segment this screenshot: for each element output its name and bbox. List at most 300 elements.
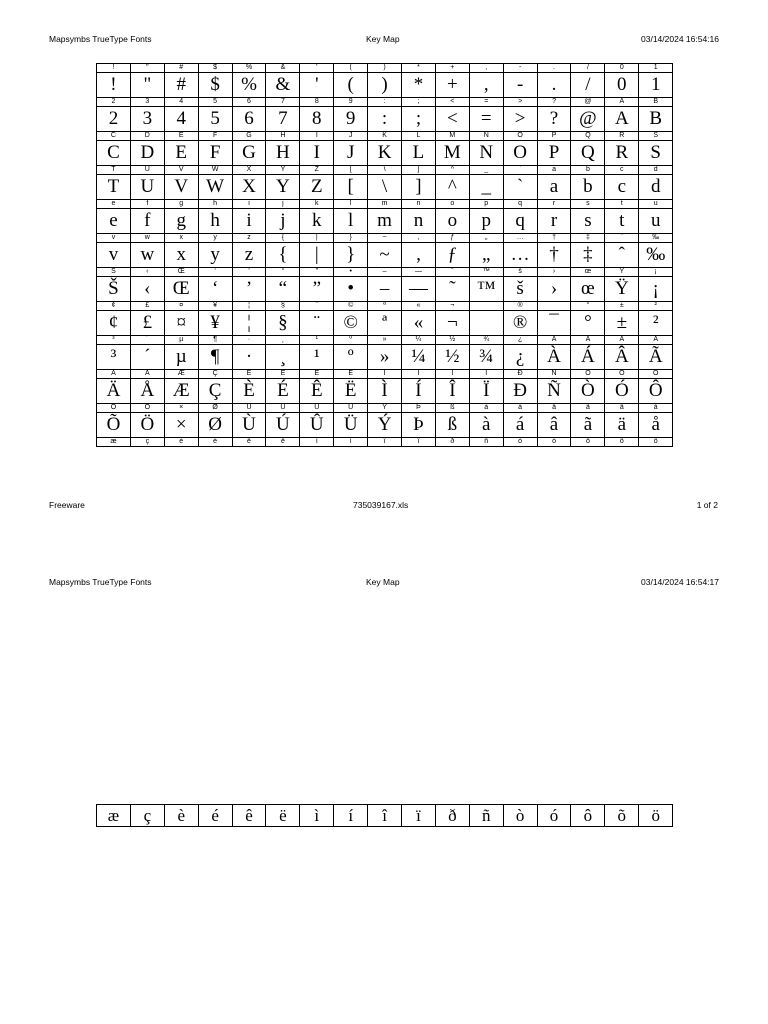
- glyph-cell: ]: [402, 175, 436, 200]
- glyph-cell: ": [130, 73, 164, 98]
- glyph-cell: ì: [300, 805, 334, 827]
- glyph-cell: c: [605, 175, 639, 200]
- glyph-cell: ?: [537, 107, 571, 132]
- glyph-cell: T: [97, 175, 131, 200]
- key-label-cell: 9: [334, 98, 368, 107]
- key-label-cell: b: [571, 166, 605, 175]
- key-label-cell: V: [164, 166, 198, 175]
- key-label-cell: Ð: [503, 370, 537, 379]
- key-label-cell: 0: [605, 64, 639, 73]
- key-label-cell: ®: [503, 302, 537, 311]
- glyph-cell: ¹: [300, 345, 334, 370]
- glyph-cell: À: [537, 345, 571, 370]
- key-label-cell: Â: [605, 336, 639, 345]
- key-label-cell: ¢: [97, 302, 131, 311]
- key-label-cell: Õ: [97, 404, 131, 413]
- glyph-cell: W: [198, 175, 232, 200]
- key-label-cell: 5: [198, 98, 232, 107]
- key-label-cell: ˆ: [605, 234, 639, 243]
- glyph-cell: Ñ: [537, 379, 571, 404]
- key-label-cell: `: [503, 166, 537, 175]
- key-label-cell: Ÿ: [605, 268, 639, 277]
- key-label-cell: ê: [232, 438, 266, 447]
- key-label-cell: Š: [97, 268, 131, 277]
- key-label-cell: _: [469, 166, 503, 175]
- key-label-cell: v: [97, 234, 131, 243]
- page1-footer-right: 1 of 2: [696, 500, 718, 510]
- key-label-cell: »: [368, 336, 402, 345]
- key-label-cell: k: [300, 200, 334, 209]
- key-label-cell: G: [232, 132, 266, 141]
- glyph-cell: ñ: [469, 805, 503, 827]
- glyph-cell: ‰: [639, 243, 673, 268]
- glyph-cell: d: [639, 175, 673, 200]
- key-label-cell: %: [232, 64, 266, 73]
- key-label-cell: Î: [435, 370, 469, 379]
- key-label-cell: †: [537, 234, 571, 243]
- glyph-cell: l: [334, 209, 368, 234]
- page1-footer-left: Freeware: [49, 500, 85, 510]
- key-label-cell: #: [164, 64, 198, 73]
- key-map-table: [96, 63, 673, 447]
- glyph-cell: v: [97, 243, 131, 268]
- glyph-cell: }: [334, 243, 368, 268]
- glyph-cell: Í: [402, 379, 436, 404]
- glyph-cell: `: [503, 175, 537, 200]
- label-row: [97, 302, 673, 311]
- key-label-cell: a: [537, 166, 571, 175]
- glyph-cell: Ù: [232, 413, 266, 438]
- glyph-row: [97, 379, 673, 404]
- key-label-cell: ¯: [537, 302, 571, 311]
- glyph-cell: ã: [571, 413, 605, 438]
- key-label-cell: Ã: [639, 336, 673, 345]
- key-label-cell: D: [130, 132, 164, 141]
- glyph-cell: ¼: [402, 345, 436, 370]
- key-label-cell: F: [198, 132, 232, 141]
- key-label-cell: —: [402, 268, 436, 277]
- glyph-cell: a: [537, 175, 571, 200]
- key-label-cell: Þ: [402, 404, 436, 413]
- glyph-cell: Ÿ: [605, 277, 639, 302]
- key-label-cell: º: [334, 336, 368, 345]
- glyph-cell: !: [97, 73, 131, 98]
- glyph-cell: V: [164, 175, 198, 200]
- glyph-cell: %: [232, 73, 266, 98]
- glyph-cell: ƒ: [435, 243, 469, 268]
- glyph-cell: Æ: [164, 379, 198, 404]
- glyph-cell: O: [503, 141, 537, 166]
- key-label-cell: ö: [639, 438, 673, 447]
- key-label-cell: ì: [300, 438, 334, 447]
- glyph-cell: „: [469, 243, 503, 268]
- glyph-cell: Ï: [469, 379, 503, 404]
- glyph-cell: â: [537, 413, 571, 438]
- glyph-cell: »: [368, 345, 402, 370]
- glyph-cell: ï: [402, 805, 436, 827]
- key-label-cell: Ï: [469, 370, 503, 379]
- key-label-cell: Ê: [300, 370, 334, 379]
- key-label-cell: ë: [266, 438, 300, 447]
- key-label-cell: ‘: [198, 268, 232, 277]
- key-label-cell: È: [232, 370, 266, 379]
- key-label-cell: ã: [571, 404, 605, 413]
- glyph-cell: Z: [300, 175, 334, 200]
- glyph-cell: ä: [605, 413, 639, 438]
- key-label-cell: æ: [97, 438, 131, 447]
- glyph-cell: S: [639, 141, 673, 166]
- key-label-cell: ›: [537, 268, 571, 277]
- glyph-cell: è: [164, 805, 198, 827]
- key-label-cell: n: [402, 200, 436, 209]
- glyph-cell: ‹: [130, 277, 164, 302]
- key-label-cell: ‡: [571, 234, 605, 243]
- glyph-cell: ò: [503, 805, 537, 827]
- glyph-cell: ½: [435, 345, 469, 370]
- key-label-cell: ): [368, 64, 402, 73]
- key-label-cell: :: [368, 98, 402, 107]
- glyph-cell: *: [402, 73, 436, 98]
- key-label-cell: ‹: [130, 268, 164, 277]
- glyph-cell: ™: [469, 277, 503, 302]
- label-row: [97, 98, 673, 107]
- key-label-cell: |: [300, 234, 334, 243]
- glyph-cell: á: [503, 413, 537, 438]
- key-label-cell: =: [469, 98, 503, 107]
- key-label-cell: m: [368, 200, 402, 209]
- glyph-cell: f: [130, 209, 164, 234]
- label-row: [97, 200, 673, 209]
- glyph-cell: ±: [605, 311, 639, 336]
- glyph-cell: X: [232, 175, 266, 200]
- key-label-cell: „: [469, 234, 503, 243]
- key-label-cell: ‚: [402, 234, 436, 243]
- glyph-cell: õ: [605, 805, 639, 827]
- key-label-cell: h: [198, 200, 232, 209]
- glyph-cell: •: [334, 277, 368, 302]
- glyph-row: [97, 311, 673, 336]
- glyph-row: [97, 107, 673, 132]
- glyph-cell: o: [435, 209, 469, 234]
- glyph-cell: ‚: [402, 243, 436, 268]
- key-label-cell: c: [605, 166, 639, 175]
- glyph-cell: U: [130, 175, 164, 200]
- key-label-cell: y: [198, 234, 232, 243]
- glyph-cell: [469, 311, 503, 336]
- key-label-cell: j: [266, 200, 300, 209]
- glyph-cell: m: [368, 209, 402, 234]
- key-label-cell: ¾: [469, 336, 503, 345]
- glyph-cell: 9: [334, 107, 368, 132]
- glyph-cell: Þ: [402, 413, 436, 438]
- key-map-table-continued: [96, 804, 673, 827]
- glyph-cell: @: [571, 107, 605, 132]
- glyph-cell: K: [368, 141, 402, 166]
- key-label-cell: Ù: [232, 404, 266, 413]
- glyph-cell: &: [266, 73, 300, 98]
- glyph-cell: ¡: [639, 277, 673, 302]
- glyph-cell: Ó: [605, 379, 639, 404]
- key-label-cell: L: [402, 132, 436, 141]
- key-label-cell: ç: [130, 438, 164, 447]
- glyph-cell: ): [368, 73, 402, 98]
- key-label-cell: w: [130, 234, 164, 243]
- key-label-cell: â: [537, 404, 571, 413]
- key-label-cell: [469, 302, 503, 311]
- glyph-cell: ˜: [435, 277, 469, 302]
- glyph-cell: B: [639, 107, 673, 132]
- key-label-cell: µ: [164, 336, 198, 345]
- key-label-cell: B: [639, 98, 673, 107]
- glyph-cell: ª: [368, 311, 402, 336]
- key-label-cell: Ë: [334, 370, 368, 379]
- glyph-cell: Î: [435, 379, 469, 404]
- key-label-cell: É: [266, 370, 300, 379]
- key-label-cell: \: [368, 166, 402, 175]
- glyph-cell: Û: [300, 413, 334, 438]
- glyph-cell: >: [503, 107, 537, 132]
- glyph-cell: ê: [232, 805, 266, 827]
- key-label-cell: <: [435, 98, 469, 107]
- glyph-cell: ß: [435, 413, 469, 438]
- key-label-cell: ¼: [402, 336, 436, 345]
- glyph-cell: b: [571, 175, 605, 200]
- key-label-cell: à: [469, 404, 503, 413]
- glyph-cell: ó: [537, 805, 571, 827]
- key-label-cell: Á: [571, 336, 605, 345]
- key-label-cell: ?: [537, 98, 571, 107]
- glyph-cell: \: [368, 175, 402, 200]
- glyph-cell: Â: [605, 345, 639, 370]
- glyph-cell: Ç: [198, 379, 232, 404]
- glyph-cell: Õ: [97, 413, 131, 438]
- key-label-cell: Ú: [266, 404, 300, 413]
- key-label-cell: ½: [435, 336, 469, 345]
- key-label-cell: E: [164, 132, 198, 141]
- key-label-cell: /: [571, 64, 605, 73]
- key-label-cell: ': [300, 64, 334, 73]
- key-label-cell: ª: [368, 302, 402, 311]
- glyph-cell: z: [232, 243, 266, 268]
- glyph-cell: ¢: [97, 311, 131, 336]
- key-label-cell: ”: [300, 268, 334, 277]
- glyph-cell: L: [402, 141, 436, 166]
- key-label-cell: Y: [266, 166, 300, 175]
- glyph-cell: g: [164, 209, 198, 234]
- key-label-cell: ¸: [266, 336, 300, 345]
- glyph-cell: =: [469, 107, 503, 132]
- glyph-cell: ‡: [571, 243, 605, 268]
- key-label-cell: 7: [266, 98, 300, 107]
- key-label-cell: Ô: [639, 370, 673, 379]
- key-label-cell: [: [334, 166, 368, 175]
- glyph-cell: Ú: [266, 413, 300, 438]
- key-label-cell: s: [571, 200, 605, 209]
- glyph-cell: 0: [605, 73, 639, 98]
- glyph-cell: <: [435, 107, 469, 132]
- key-label-cell: -: [503, 64, 537, 73]
- glyph-cell: R: [605, 141, 639, 166]
- glyph-cell: :: [368, 107, 402, 132]
- key-label-cell: ³: [97, 336, 131, 345]
- key-label-cell: œ: [571, 268, 605, 277]
- key-label-cell: Û: [300, 404, 334, 413]
- key-label-cell: õ: [605, 438, 639, 447]
- glyph-cell: £: [130, 311, 164, 336]
- glyph-cell: N: [469, 141, 503, 166]
- page1-header-right: 03/14/2024 16:54:16: [641, 34, 719, 44]
- key-label-cell: Ç: [198, 370, 232, 379]
- glyph-cell: ô: [571, 805, 605, 827]
- key-label-cell: ~: [368, 234, 402, 243]
- glyph-cell: G: [232, 141, 266, 166]
- glyph-cell: à: [469, 413, 503, 438]
- key-label-cell: (: [334, 64, 368, 73]
- glyph-cell: ç: [130, 805, 164, 827]
- glyph-cell: q: [503, 209, 537, 234]
- key-label-cell: Ñ: [537, 370, 571, 379]
- key-label-cell: ]: [402, 166, 436, 175]
- key-label-cell: Ò: [571, 370, 605, 379]
- glyph-cell: ®: [503, 311, 537, 336]
- key-label-cell: Ó: [605, 370, 639, 379]
- key-label-cell: ¤: [164, 302, 198, 311]
- key-label-cell: U: [130, 166, 164, 175]
- glyph-cell: †: [537, 243, 571, 268]
- key-label-cell: í: [334, 438, 368, 447]
- glyph-cell: -: [503, 73, 537, 98]
- key-label-cell: W: [198, 166, 232, 175]
- glyph-cell: š: [503, 277, 537, 302]
- key-label-cell: ±: [605, 302, 639, 311]
- key-label-cell: ß: [435, 404, 469, 413]
- glyph-cell: ¶: [198, 345, 232, 370]
- key-label-cell: C: [97, 132, 131, 141]
- glyph-cell: ¸: [266, 345, 300, 370]
- key-label-cell: •: [334, 268, 368, 277]
- label-row: [97, 370, 673, 379]
- glyph-cell: J: [334, 141, 368, 166]
- key-label-cell: ô: [571, 438, 605, 447]
- glyph-cell: ²: [639, 311, 673, 336]
- key-label-cell: }: [334, 234, 368, 243]
- key-label-cell: ©: [334, 302, 368, 311]
- label-row: [97, 132, 673, 141]
- glyph-cell: ·: [232, 345, 266, 370]
- label-row: [97, 404, 673, 413]
- glyph-cell: {: [266, 243, 300, 268]
- key-label-cell: §: [266, 302, 300, 311]
- glyph-cell: (: [334, 73, 368, 98]
- key-label-cell: ¹: [300, 336, 334, 345]
- glyph-cell: C: [97, 141, 131, 166]
- glyph-cell: Ö: [130, 413, 164, 438]
- key-label-cell: ñ: [469, 438, 503, 447]
- key-label-cell: Ö: [130, 404, 164, 413]
- key-label-cell: ï: [402, 438, 436, 447]
- key-label-cell: è: [164, 438, 198, 447]
- glyph-cell: p: [469, 209, 503, 234]
- key-label-cell: l: [334, 200, 368, 209]
- glyph-cell: …: [503, 243, 537, 268]
- glyph-cell: Ø: [198, 413, 232, 438]
- glyph-cell: 1: [639, 73, 673, 98]
- key-label-cell: å: [639, 404, 673, 413]
- glyph-cell: H: [266, 141, 300, 166]
- key-label-cell: i: [232, 200, 266, 209]
- glyph-cell: ¥: [198, 311, 232, 336]
- key-label-cell: H: [266, 132, 300, 141]
- key-label-cell: !: [97, 64, 131, 73]
- key-label-cell: ": [130, 64, 164, 73]
- key-label-cell: ‰: [639, 234, 673, 243]
- page1-footer-center: 735039167.xls: [353, 500, 409, 510]
- glyph-cell: ~: [368, 243, 402, 268]
- glyph-cell: #: [164, 73, 198, 98]
- glyph-cell: Ô: [639, 379, 673, 404]
- glyph-cell: 7: [266, 107, 300, 132]
- glyph-cell: e: [97, 209, 131, 234]
- glyph-cell: P: [537, 141, 571, 166]
- glyph-cell: +: [435, 73, 469, 98]
- key-label-cell: @: [571, 98, 605, 107]
- key-label-cell: ·: [232, 336, 266, 345]
- key-label-cell: J: [334, 132, 368, 141]
- glyph-cell: u: [639, 209, 673, 234]
- key-label-cell: š: [503, 268, 537, 277]
- glyph-row: [97, 413, 673, 438]
- glyph-cell: «: [402, 311, 436, 336]
- page2-header-center: Key Map: [366, 577, 400, 587]
- key-label-cell: ¥: [198, 302, 232, 311]
- glyph-cell: º: [334, 345, 368, 370]
- page1-header-left: Mapsymbs TrueType Fonts: [49, 34, 152, 44]
- key-label-cell: K: [368, 132, 402, 141]
- glyph-cell: É: [266, 379, 300, 404]
- glyph-cell: ;: [402, 107, 436, 132]
- key-label-cell: Ì: [368, 370, 402, 379]
- key-label-cell: ¬: [435, 302, 469, 311]
- key-label-cell: e: [97, 200, 131, 209]
- glyph-cell: r: [537, 209, 571, 234]
- glyph-cell: w: [130, 243, 164, 268]
- key-label-cell: $: [198, 64, 232, 73]
- key-label-cell: ¿: [503, 336, 537, 345]
- glyph-cell: 8: [300, 107, 334, 132]
- glyph-cell: Š: [97, 277, 131, 302]
- key-label-cell: Z: [300, 166, 334, 175]
- glyph-cell: ': [300, 73, 334, 98]
- glyph-row: [97, 73, 673, 98]
- key-label-cell: Ø: [198, 404, 232, 413]
- glyph-cell: $: [198, 73, 232, 98]
- key-label-cell: ,: [469, 64, 503, 73]
- key-label-cell: x: [164, 234, 198, 243]
- key-label-cell: q: [503, 200, 537, 209]
- key-label-cell: Ü: [334, 404, 368, 413]
- glyph-cell: 4: [164, 107, 198, 132]
- key-label-cell: 6: [232, 98, 266, 107]
- glyph-row: [97, 243, 673, 268]
- key-label-cell: z: [232, 234, 266, 243]
- key-label-cell: ¶: [198, 336, 232, 345]
- glyph-cell: Ð: [503, 379, 537, 404]
- glyph-row: [97, 141, 673, 166]
- key-label-cell: ;: [402, 98, 436, 107]
- glyph-row: [97, 175, 673, 200]
- key-label-cell: .: [537, 64, 571, 73]
- glyph-cell: i: [232, 209, 266, 234]
